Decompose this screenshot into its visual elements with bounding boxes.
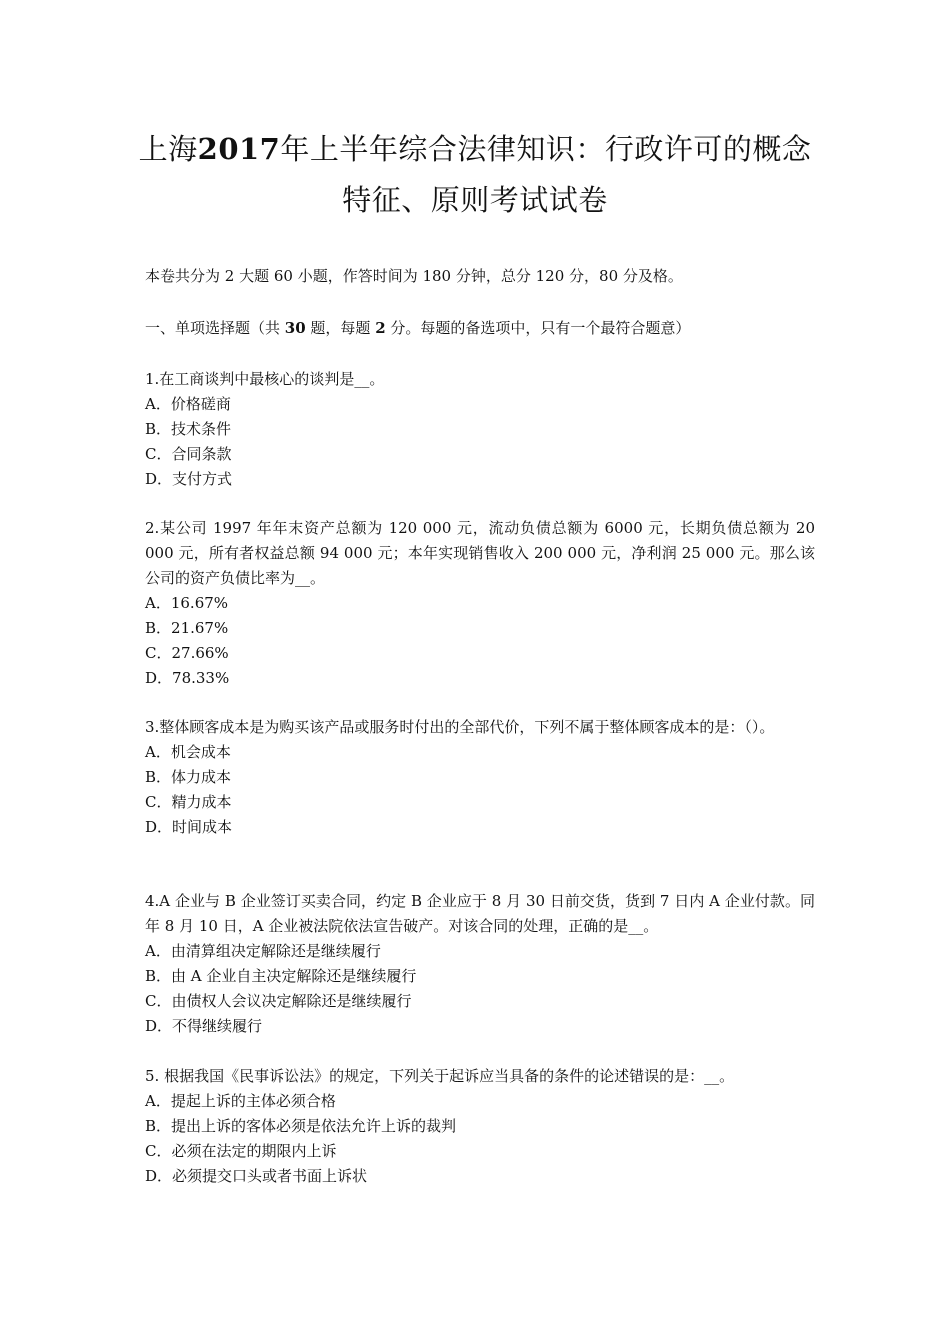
option-b: B．体力成本 xyxy=(145,768,232,786)
option-d: D．不得继续履行 xyxy=(145,1017,263,1035)
option-c: C．必须在法定的期限内上诉 xyxy=(145,1142,337,1160)
option-a: A．16.67% xyxy=(145,594,229,612)
option-c: C．由债权人会议决定解除还是继续履行 xyxy=(145,992,412,1010)
option-a: A．价格磋商 xyxy=(145,395,231,413)
option-c: C．合同条款 xyxy=(145,445,232,463)
title-text-b: 年上半年综合法律知识：行政许可的概念 xyxy=(280,132,812,166)
section-count: 30 xyxy=(284,319,306,337)
question-stem: 1.在工商谈判中最核心的谈判是__。 xyxy=(145,370,385,388)
option-a: A．提起上诉的主体必须合格 xyxy=(145,1092,336,1110)
section-heading xyxy=(145,316,815,341)
question-stem: 4.A 企业与 B 企业签订买卖合同，约定 B 企业应于 8 月 30 日前交货，货到 7 日内 A 企业付款。同年 8 月 10 日，A 企业被法院依法宣告破产。对该合同的处理，正确的是__。 xyxy=(145,892,815,935)
exam-intro: 本卷共分为 2 大题 60 小题，作答时间为 180 分钟，总分 120 分，80 分及格。 xyxy=(145,267,683,285)
option-b: B．21.67% xyxy=(145,619,229,637)
title-year: 2017 xyxy=(197,132,281,166)
question-2 xyxy=(145,516,815,691)
question-stem: 3.整体顾客成本是为购买该产品或服务时付出的全部代价，下列不属于整体顾客成本的是：（）。 xyxy=(145,718,775,736)
question-3 xyxy=(145,715,815,840)
option-d: D．支付方式 xyxy=(145,470,233,488)
option-a: A．由清算组决定解除还是继续履行 xyxy=(145,942,381,960)
section-suffix: 分。每题的备选项中，只有一个最符合题意） xyxy=(385,319,691,337)
option-d: D．必须提交口头或者书面上诉状 xyxy=(145,1167,368,1185)
section-score: 2 xyxy=(375,319,386,337)
option-b: B．提出上诉的客体必须是依法允许上诉的裁判 xyxy=(145,1117,457,1135)
option-b: B．技术条件 xyxy=(145,420,232,438)
question-5 xyxy=(145,1064,815,1189)
document-title-line-1 xyxy=(0,131,950,167)
option-c: C．27.66% xyxy=(145,644,229,662)
section-prefix: 一、单项选择题（共 xyxy=(145,319,285,337)
question-1 xyxy=(145,367,815,492)
option-b: B．由 A 企业自主决定解除还是继续履行 xyxy=(145,967,417,985)
question-stem: 5. 根据我国《民事诉讼法》的规定，下列关于起诉应当具备的条件的论述错误的是：__。 xyxy=(145,1067,735,1085)
option-c: C．精力成本 xyxy=(145,793,232,811)
option-d: D．78.33% xyxy=(145,669,230,687)
question-stem: 2.某公司 1997 年年末资产总额为 120 000 元，流动负债总额为 6000 元，长期负债总额为 20 000 元，所有者权益总额 94 000 元；本年实现销售收入 200 000 元，净利润 25 000 元。那么该公司的资产负债比率为__。 xyxy=(145,519,815,587)
option-a: A．机会成本 xyxy=(145,743,231,761)
document-title-line-2: 特征、原则考试试卷 xyxy=(342,183,608,217)
option-d: D．时间成本 xyxy=(145,818,233,836)
question-4 xyxy=(145,889,815,1039)
section-middle: 题，每题 xyxy=(305,319,376,337)
title-text-a: 上海 xyxy=(138,132,198,166)
